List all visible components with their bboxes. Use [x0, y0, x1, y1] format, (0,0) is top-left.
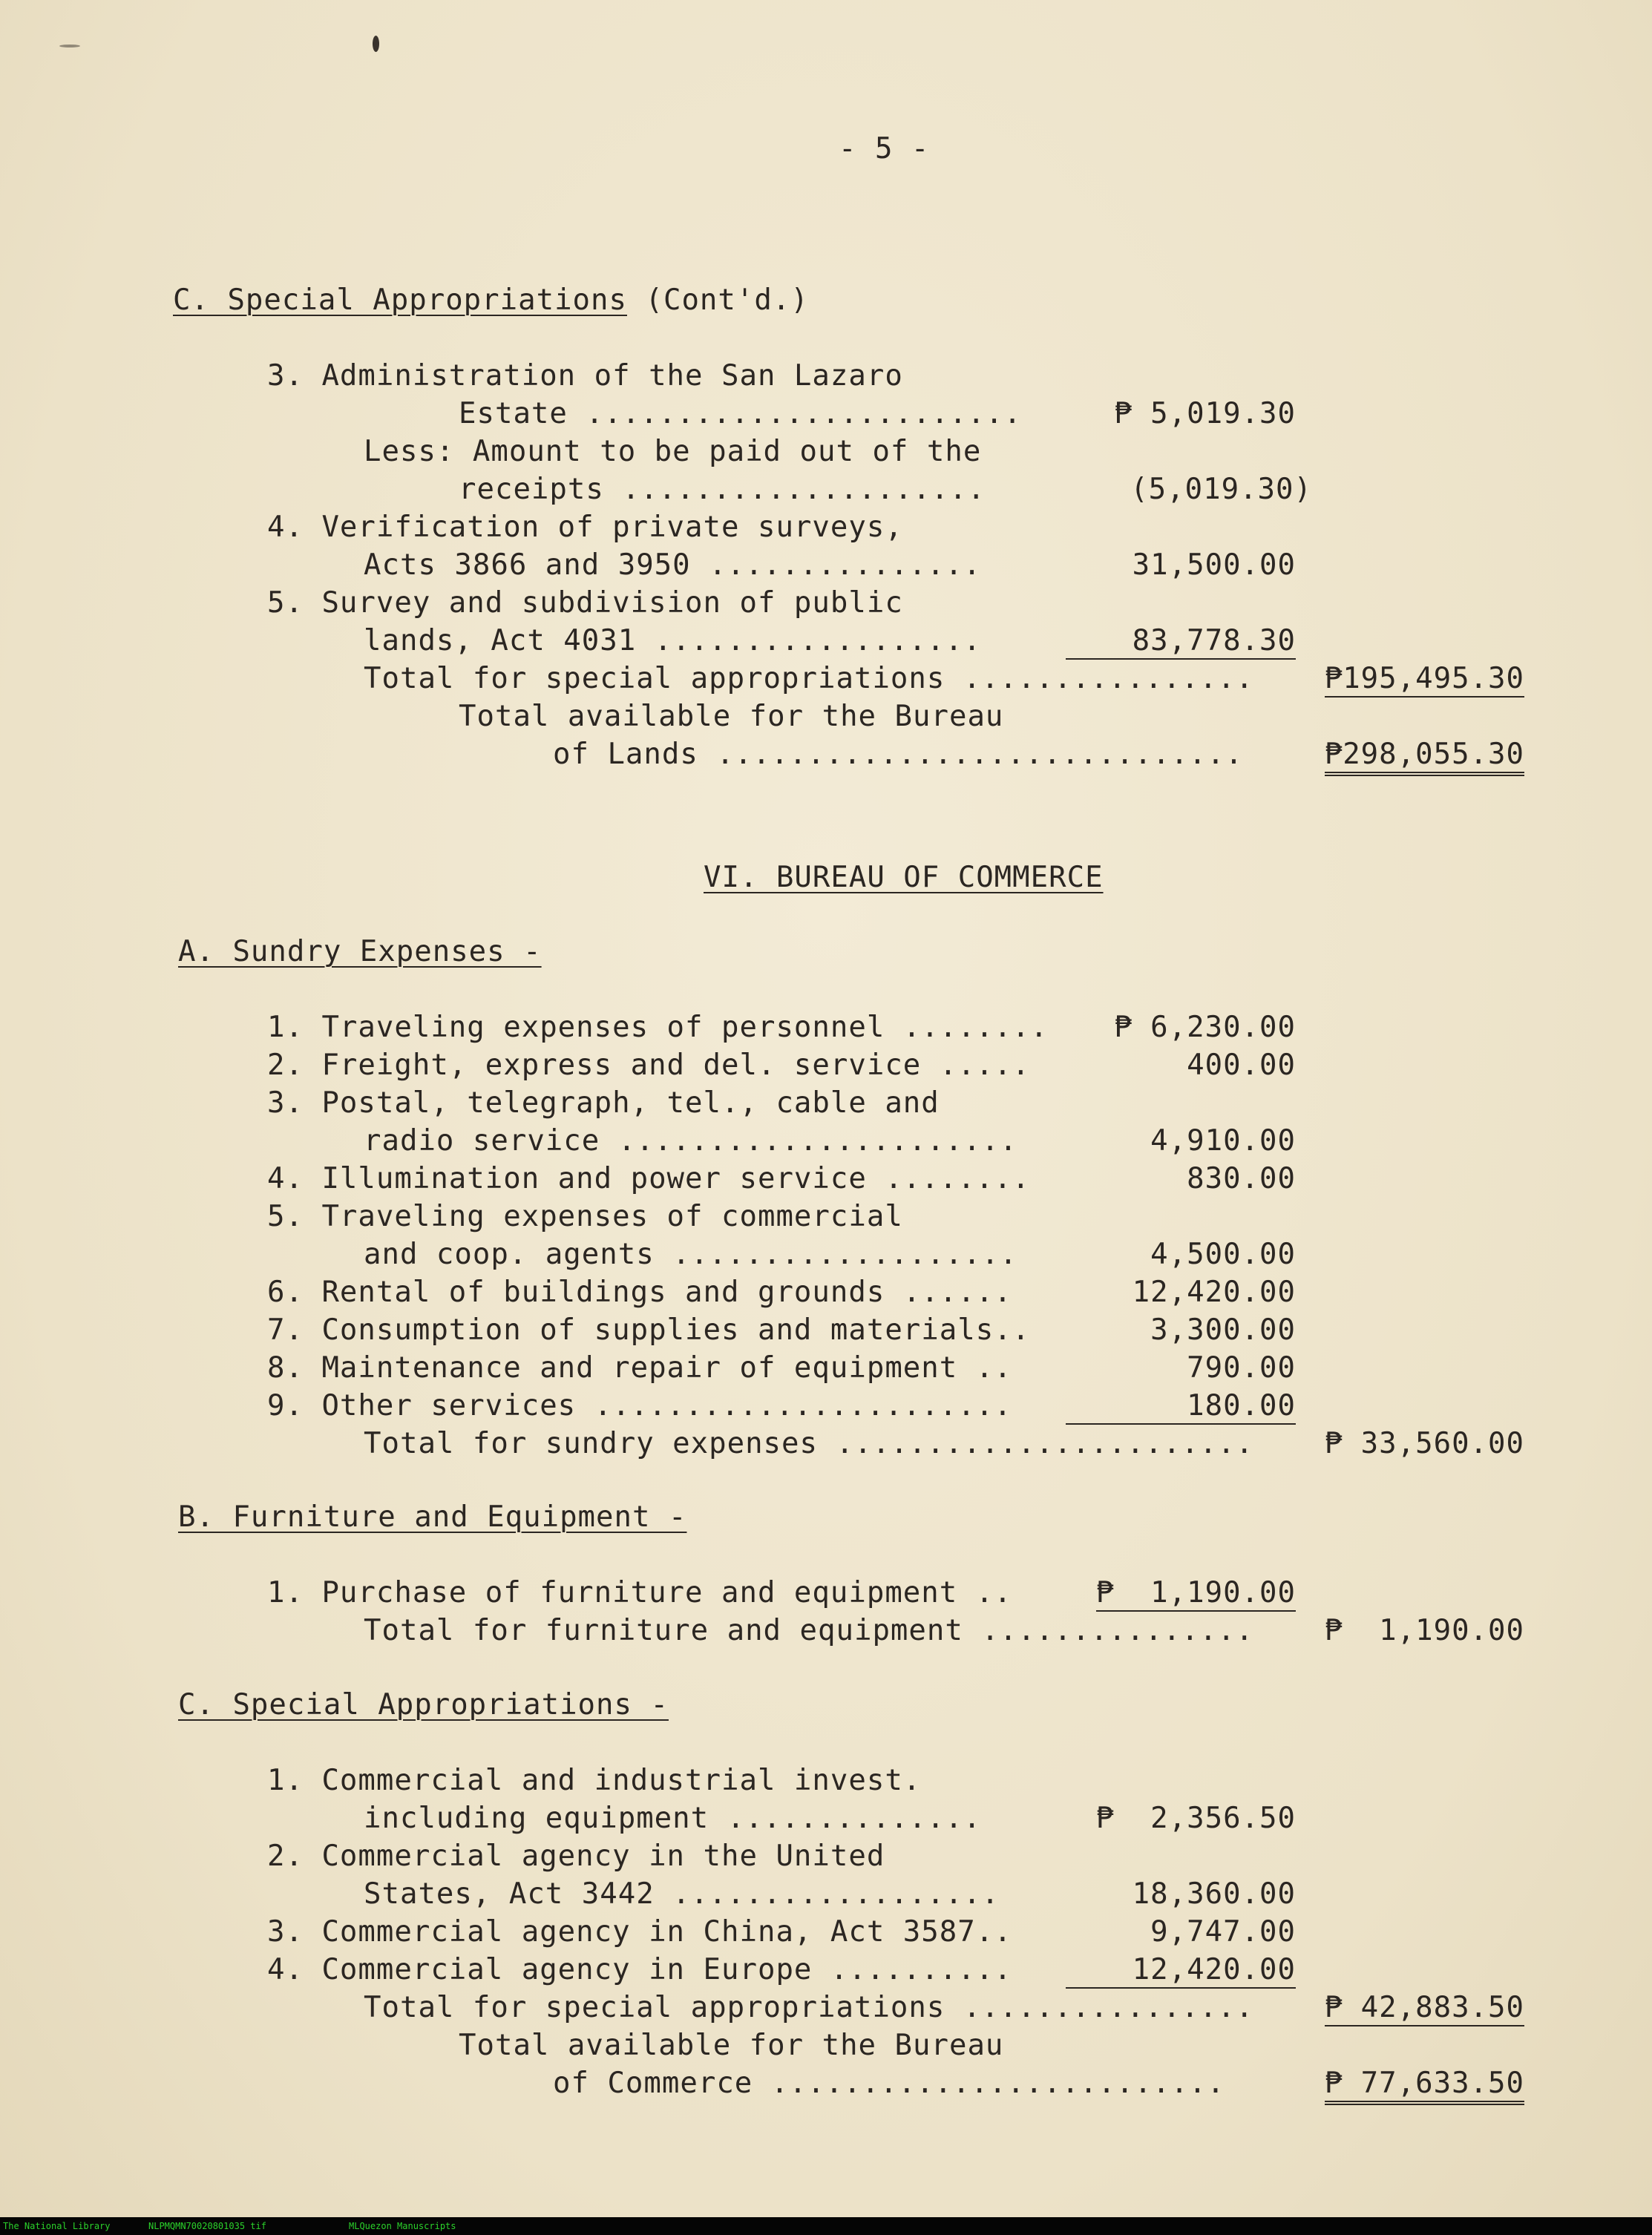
amount-subtotal: 180.00	[1066, 1389, 1296, 1425]
amount: ₱ 5,019.30	[1114, 397, 1296, 430]
section-heading: B. Furniture and Equipment -	[178, 1500, 687, 1534]
line-item: 3. Administration of the San Lazaro	[267, 359, 903, 393]
footer-library: The National Library	[3, 2221, 111, 2231]
line-item: 1. Purchase of furniture and equipment ..	[267, 1576, 1012, 1609]
line-item: 7. Consumption of supplies and materials..	[267, 1313, 1031, 1347]
amount: 400.00	[1187, 1048, 1296, 1082]
line-item: 2. Freight, express and del. service .....	[267, 1048, 1031, 1082]
amount: ₱ 6,230.00	[1114, 1011, 1296, 1044]
section-heading-suffix: (Cont'd.)	[645, 283, 809, 317]
total-label: Total available for the Bureau	[459, 700, 1004, 733]
total-label: Total for sundry expenses .......................	[364, 1427, 1254, 1460]
line-item: 1. Traveling expenses of personnel ........	[267, 1011, 1049, 1044]
footer-collection: MLQuezon Manuscripts	[349, 2221, 456, 2231]
total-label: Total for special appropriations ................	[364, 1991, 1254, 2024]
amount: 790.00	[1187, 1351, 1296, 1385]
grand-total-amount: ₱ 77,633.50	[1325, 2067, 1524, 2105]
total-label: of Commerce .........................	[553, 2067, 1225, 2100]
section-heading: C. Special Appropriations -	[178, 1688, 669, 1722]
amount: 31,500.00	[1132, 548, 1296, 582]
amount: 12,420.00	[1132, 1276, 1296, 1309]
line-item: and coop. agents ...................	[364, 1238, 1018, 1271]
line-item: States, Act 3442 ..................	[364, 1877, 1000, 1911]
line-item: 8. Maintenance and repair of equipment ..	[267, 1351, 1012, 1385]
amount: 3,300.00	[1150, 1313, 1296, 1347]
line-item: 5. Traveling expenses of commercial	[267, 1200, 903, 1233]
line-item: 3. Postal, telegraph, tel., cable and	[267, 1086, 940, 1120]
total-label: Total available for the Bureau	[459, 2029, 1004, 2062]
line-item: lands, Act 4031 ..................	[364, 624, 982, 657]
amount-subtotal: 12,420.00	[1066, 1953, 1296, 1989]
line-item: Estate ........................	[459, 397, 1022, 430]
line-item: radio service ......................	[364, 1124, 1018, 1158]
line-item: Acts 3866 and 3950 ...............	[364, 548, 982, 582]
line-item: 5. Survey and subdivision of public	[267, 586, 903, 620]
line-item: receipts ....................	[459, 473, 986, 506]
line-item: 4. Commercial agency in Europe ..........	[267, 1953, 1012, 1986]
line-item: Less: Amount to be paid out of the	[364, 435, 982, 468]
total-amount: ₱ 33,560.00	[1324, 1427, 1524, 1460]
bureau-title: VI. BUREAU OF COMMERCE	[704, 861, 1104, 894]
total-label: Total for special appropriations ................	[364, 662, 1254, 695]
amount-subtotal: 83,778.30	[1066, 624, 1296, 660]
section-heading	[173, 283, 809, 318]
amount: ₱ 2,356.50	[1095, 1802, 1296, 1835]
amount: 4,910.00	[1150, 1124, 1296, 1158]
line-item: 4. Illumination and power service ........	[267, 1162, 1031, 1195]
line-item: 9. Other services .......................	[267, 1389, 1012, 1422]
line-item: 3. Commercial agency in China, Act 3587..	[267, 1915, 1012, 1949]
amount: 18,360.00	[1132, 1877, 1296, 1911]
grand-total-amount: ₱298,055.30	[1325, 738, 1524, 776]
total-amount: ₱ 42,883.50	[1325, 1991, 1524, 2026]
amount: 830.00	[1187, 1162, 1296, 1195]
total-label: of Lands .............................	[553, 738, 1244, 771]
amount: 4,500.00	[1150, 1238, 1296, 1271]
ink-smudge	[59, 45, 80, 47]
line-item: 6. Rental of buildings and grounds ......	[267, 1276, 1012, 1309]
line-item: 2. Commercial agency in the United	[267, 1839, 885, 1873]
amount-subtotal: ₱ 1,190.00	[1096, 1576, 1296, 1612]
amount: (5,019.30)	[1130, 473, 1312, 506]
total-amount: ₱195,495.30	[1325, 662, 1524, 698]
line-item: 1. Commercial and industrial invest.	[267, 1764, 922, 1797]
ink-spot	[373, 36, 379, 52]
footer-file-id: NLPMQMN70020801035 tif	[148, 2221, 266, 2231]
total-amount: ₱ 1,190.00	[1324, 1614, 1524, 1647]
amount: 9,747.00	[1150, 1915, 1296, 1949]
line-item: 4. Verification of private surveys,	[267, 511, 903, 544]
section-heading: A. Sundry Expenses -	[178, 935, 542, 968]
page-number: - 5 -	[839, 132, 930, 165]
archive-footer	[0, 2217, 1652, 2235]
section-heading-text: C. Special Appropriations	[173, 283, 627, 317]
line-item: including equipment ..............	[364, 1802, 982, 1835]
total-label: Total for furniture and equipment ...............	[364, 1614, 1254, 1647]
